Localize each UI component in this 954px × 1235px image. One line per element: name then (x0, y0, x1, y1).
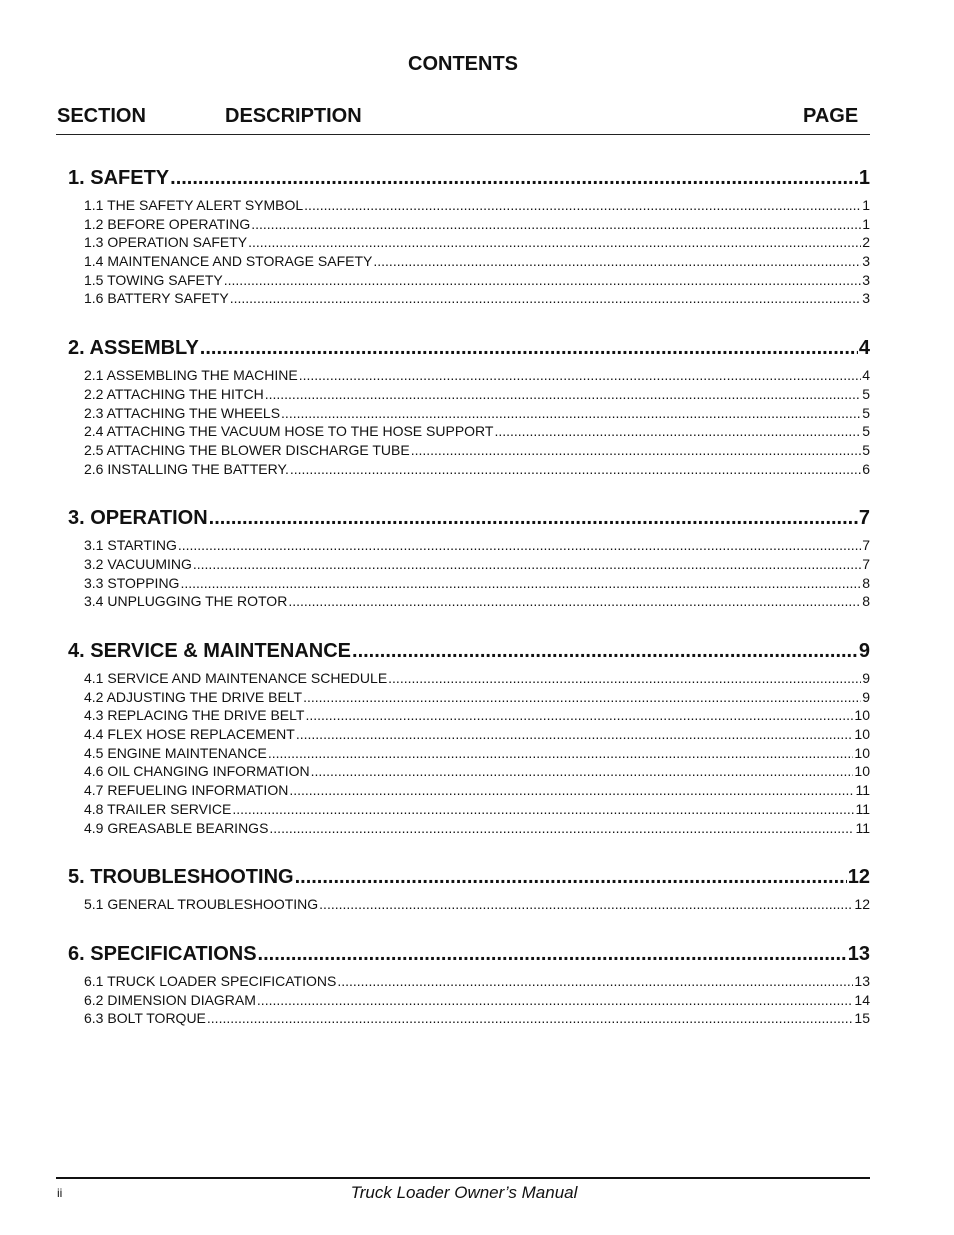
toc-subsection-entry[interactable] (84, 215, 870, 234)
toc-subsection-page: 10 (854, 763, 870, 780)
toc-subsection-entry[interactable] (84, 460, 870, 479)
toc-subsection-title: 4.7 REFUELING INFORMATION (84, 782, 289, 799)
toc-subsection-entry[interactable] (84, 289, 870, 308)
toc-section-entry[interactable] (68, 637, 870, 665)
toc-subsection-title: 1.2 BEFORE OPERATING (84, 215, 251, 232)
toc-subsection-page: 6 (862, 460, 870, 477)
dot-leader (304, 196, 861, 215)
toc-subsection-list (84, 536, 870, 611)
toc-subsection-page: 4 (862, 367, 870, 384)
toc-subsection-page: 10 (854, 744, 870, 761)
toc-section-entry[interactable] (68, 504, 870, 532)
dot-leader (288, 592, 861, 611)
toc-subsection-page: 7 (862, 537, 870, 554)
footer-page-number: ii (57, 1186, 63, 1200)
toc-subsection-page: 9 (862, 688, 870, 705)
dot-leader (178, 536, 861, 555)
toc-subsection-page: 11 (855, 819, 870, 836)
dot-leader (373, 252, 861, 271)
toc-subsection-entry[interactable] (84, 972, 870, 991)
dot-leader (296, 725, 854, 744)
dot-leader (265, 385, 862, 404)
toc-subsection-page: 7 (862, 555, 870, 572)
toc-subsection-page: 5 (862, 441, 870, 458)
dot-leader (352, 637, 858, 665)
header-divider (56, 134, 870, 135)
toc-subsection-title: 3.3 STOPPING (84, 574, 180, 591)
page-column-header: PAGE (803, 105, 859, 127)
toc-subsection-entry[interactable] (84, 895, 870, 914)
dot-leader (180, 574, 861, 593)
footer-divider (56, 1177, 870, 1179)
toc-subsection-list (84, 972, 870, 1028)
toc-section-title: 6. SPECIFICATIONS (68, 942, 257, 965)
toc-subsection-page: 10 (854, 707, 870, 724)
toc-subsection-title: 4.2 ADJUSTING THE DRIVE BELT (84, 688, 303, 705)
toc-subsection-title: 2.3 ATTACHING THE WHEELS (84, 404, 281, 421)
dot-leader (319, 895, 853, 914)
toc-section-title: 4. SERVICE & MAINTENANCE (68, 640, 352, 662)
dot-leader (311, 762, 854, 781)
toc-subsection-list (84, 366, 870, 478)
section-column-header: SECTION (57, 105, 146, 127)
toc-section-page: 13 (847, 942, 870, 965)
dot-leader (269, 819, 854, 838)
toc-subsection-entry[interactable] (84, 688, 870, 707)
toc-subsection-entry[interactable] (84, 233, 870, 252)
toc-subsection-page: 5 (862, 404, 870, 421)
toc-subsection-entry[interactable] (84, 706, 870, 725)
toc-subsection-page: 15 (854, 1010, 870, 1027)
dot-leader (494, 422, 861, 441)
toc-section-title: 2. ASSEMBLY (68, 337, 199, 360)
dot-leader (193, 555, 861, 574)
dot-leader (268, 744, 854, 763)
toc-subsection-page: 3 (862, 290, 870, 307)
toc-subsection-page: 8 (862, 574, 870, 591)
toc-subsection-title: 2.2 ATTACHING THE HITCH (84, 385, 264, 402)
toc-subsection-entry[interactable] (84, 592, 870, 611)
toc-section-page: 12 (847, 866, 870, 889)
toc-subsection-title: 2.1 ASSEMBLING THE MACHINE (84, 367, 298, 384)
toc-subsection-title: 6.2 DIMENSION DIAGRAM (84, 991, 256, 1008)
toc-section (68, 637, 870, 837)
toc-subsection-title: 1.4 MAINTENANCE AND STORAGE SAFETY (84, 253, 373, 270)
toc-subsection-title: 1.3 OPERATION SAFETY (84, 234, 248, 251)
toc-subsection-entry[interactable] (84, 366, 870, 385)
toc-subsection-title: 2.5 ATTACHING THE BLOWER DISCHARGE TUBE (84, 441, 410, 458)
toc-subsection-title: 3.4 UNPLUGGING THE ROTOR (84, 593, 288, 610)
toc-subsection-page: 8 (862, 593, 870, 610)
dot-leader (303, 688, 861, 707)
toc-subsection-list (84, 196, 870, 308)
dot-leader (299, 366, 862, 385)
toc-subsection-entry[interactable] (84, 536, 870, 555)
toc-subsection-title: 4.3 REPLACING THE DRIVE BELT (84, 707, 305, 724)
table-of-contents (68, 164, 870, 1054)
toc-subsection-title: 4.4 FLEX HOSE REPLACEMENT (84, 726, 295, 743)
toc-subsection-entry[interactable] (84, 196, 870, 215)
dot-leader (248, 233, 861, 252)
toc-subsection-title: 3.1 STARTING (84, 537, 177, 554)
toc-subsection-title: 4.5 ENGINE MAINTENANCE (84, 744, 267, 761)
toc-section (68, 940, 870, 1028)
dot-leader (411, 441, 862, 460)
toc-subsection-page: 11 (855, 782, 870, 799)
toc-subsection-title: 4.1 SERVICE AND MAINTENANCE SCHEDULE (84, 670, 388, 686)
toc-subsection-entry[interactable] (84, 744, 870, 763)
toc-subsection-entry[interactable] (84, 725, 870, 744)
dot-leader (257, 991, 854, 1010)
toc-subsection-entry[interactable] (84, 781, 870, 800)
toc-subsection-title: 1.5 TOWING SAFETY (84, 271, 223, 288)
toc-subsection-title: 1.1 THE SAFETY ALERT SYMBOL (84, 197, 304, 213)
toc-subsection-page: 13 (854, 972, 870, 989)
toc-subsection-list (84, 669, 870, 837)
toc-subsection-title: 4.8 TRAILER SERVICE (84, 800, 232, 817)
toc-subsection-page: 5 (862, 423, 870, 440)
toc-subsection-page: 11 (855, 800, 870, 817)
toc-subsection-entry[interactable] (84, 271, 870, 290)
toc-subsection-page: 10 (854, 726, 870, 743)
toc-subsection-entry[interactable] (84, 800, 870, 819)
toc-subsection-page: 1 (862, 215, 870, 232)
toc-section (68, 863, 870, 914)
toc-subsection-title: 5.1 GENERAL TROUBLESHOOTING (84, 896, 319, 913)
page-title: CONTENTS (408, 53, 518, 75)
toc-section-title: 5. TROUBLESHOOTING (68, 866, 294, 889)
dot-leader (289, 781, 854, 800)
dot-leader (209, 504, 858, 532)
dot-leader (230, 289, 861, 308)
footer-manual-title: Truck Loader Owner’s Manual (350, 1183, 578, 1202)
dot-leader (337, 972, 853, 991)
toc-section (68, 334, 870, 478)
toc-section-page: 1 (858, 167, 870, 189)
toc-section-entry[interactable] (68, 940, 870, 968)
dot-leader (305, 706, 853, 725)
toc-subsection-entry[interactable] (84, 669, 870, 688)
toc-section (68, 164, 870, 308)
toc-subsection-title: 2.6 INSTALLING THE BATTERY. (84, 460, 289, 477)
toc-section-page: 4 (858, 337, 870, 360)
dot-leader (232, 800, 854, 819)
toc-subsection-title: 6.3 BOLT TORQUE (84, 1010, 206, 1027)
toc-subsection-entry[interactable] (84, 1009, 870, 1028)
toc-subsection-entry[interactable] (84, 422, 870, 441)
toc-section (68, 504, 870, 611)
toc-section-entry[interactable] (68, 334, 870, 362)
toc-subsection-list (84, 895, 870, 914)
toc-subsection-title: 1.6 BATTERY SAFETY (84, 290, 229, 307)
toc-subsection-page: 12 (854, 896, 870, 913)
toc-section-title: 3. OPERATION (68, 507, 208, 530)
toc-subsection-entry[interactable] (84, 252, 870, 271)
toc-subsection-page: 1 (862, 197, 870, 213)
toc-subsection-page: 3 (862, 253, 870, 270)
toc-subsection-entry[interactable] (84, 385, 870, 404)
dot-leader (224, 271, 861, 290)
dot-leader (290, 460, 861, 479)
toc-section-entry[interactable] (68, 164, 870, 192)
toc-subsection-entry[interactable] (84, 819, 870, 838)
dot-leader (258, 940, 847, 968)
toc-section-page: 9 (858, 640, 870, 662)
dot-leader (251, 215, 861, 234)
toc-subsection-page: 3 (862, 271, 870, 288)
toc-subsection-page: 9 (862, 670, 870, 686)
toc-subsection-page: 14 (854, 991, 870, 1008)
toc-subsection-title: 2.4 ATTACHING THE VACUUM HOSE TO THE HOSE SUPPORT (84, 423, 494, 440)
toc-section-title: 1. SAFETY (68, 167, 170, 189)
toc-subsection-title: 6.1 TRUCK LOADER SPECIFICATIONS (84, 972, 337, 989)
toc-section-entry[interactable] (68, 863, 870, 891)
toc-subsection-page: 5 (862, 385, 870, 402)
toc-subsection-title: 4.9 GREASABLE BEARINGS (84, 819, 269, 836)
dot-leader (295, 863, 847, 891)
toc-subsection-title: 4.6 OIL CHANGING INFORMATION (84, 763, 310, 780)
toc-subsection-entry[interactable] (84, 555, 870, 574)
toc-subsection-entry[interactable] (84, 441, 870, 460)
toc-subsection-entry[interactable] (84, 404, 870, 423)
dot-leader (388, 669, 861, 688)
toc-subsection-entry[interactable] (84, 574, 870, 593)
toc-subsection-entry[interactable] (84, 991, 870, 1010)
toc-subsection-entry[interactable] (84, 762, 870, 781)
toc-section-page: 7 (858, 507, 870, 530)
dot-leader (170, 164, 858, 192)
description-column-header: DESCRIPTION (225, 105, 362, 127)
dot-leader (207, 1009, 854, 1028)
dot-leader (281, 404, 861, 423)
toc-subsection-title: 3.2 VACUUMING (84, 555, 192, 572)
dot-leader (200, 334, 858, 362)
toc-subsection-page: 2 (862, 234, 870, 251)
